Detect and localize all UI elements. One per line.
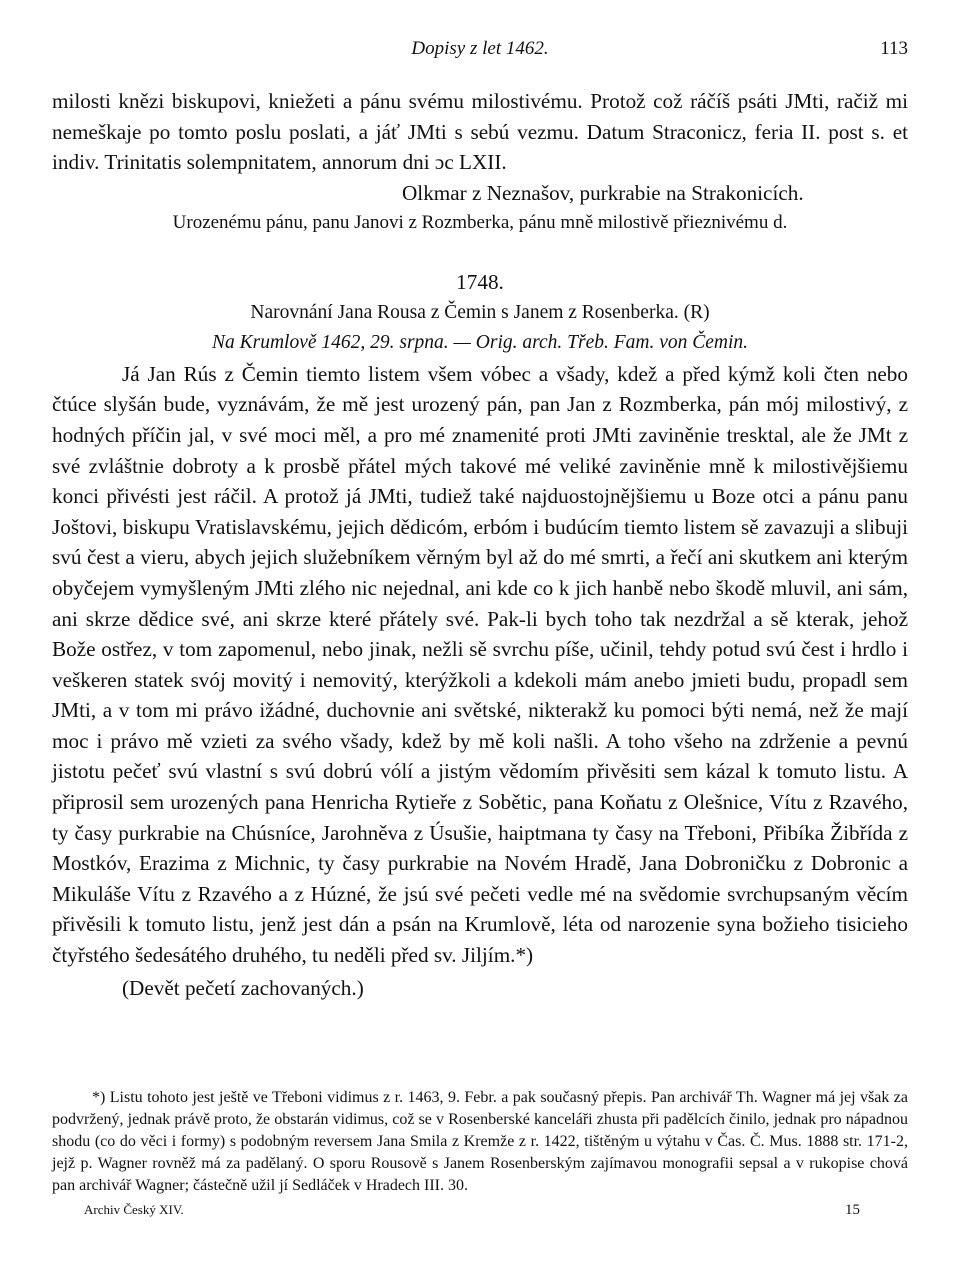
letter-signature: Olkmar z Neznašov, purkrabie na Strakonicích.: [402, 180, 804, 205]
signature-mark: 15: [845, 1202, 860, 1218]
letter-address: Urozenému pánu, panu Janovi z Rozmberka, pánu mně milostivě přieznivému d.: [172, 212, 788, 234]
document-meta: Na Krumlově 1462, 29. srpna. — Orig. arch. Třeb. Fam. von Čemin.: [211, 332, 749, 354]
running-title: Dopisy z let 1462.: [411, 38, 549, 59]
volume-label: Archiv Český XIV.: [84, 1202, 184, 1217]
page-body: [52, 86, 908, 1003]
previous-letter-end: milosti knězi biskupovi, kniežeti a pánu svému milostivému. Protož což ráčíš psáti JMti, račiž mi nemeškaje po tomto poslu poslati, a jáť JMti s sebú vezmu. Datum Straconicz, feria II. post s. et indiv. Trinitatis solempnitatem, annorum dni ɔc LXII.: [52, 89, 908, 175]
page-footer: [84, 1202, 860, 1218]
page-header: [52, 38, 908, 66]
document-text: Já Jan Rús z Čemin tiemto listem všem vóbec a všady, kdež a před kýmž koli čten nebo čtúce slyšán bude, vyznávám, že mě jest urozený pán, pan Jan z Rozmberka, pán mój milostivý, z hodných příčin jal, v své moci měl, a pro mé znamenité proti JMti zaviněnie tresktal, ale že JMt z své zvláštnie dobroty a k prosbě přátel mých takové mé veliké zaviněnie mně k milostivějšiemu konci přivésti jest ráčil. A protož já JMti, tudiež také najduostojnějšiemu u Boze otci a pánu panu Joštovi, biskupu Vratislavskému, jejich dědicóm, erbóm i budúcím tiemto listem sě zavazuji a slibuji svú čest a vieru, abych jejich služebníkem věrným byl až do mé smrti, a řečí ani skutkem ani kterým obyčejem vymyšleným JMti zlého nic nejednal, ani kde co k jich hanbě nebo škodě mluvil, ani sám, ani skrze dědice své, ani skrze které přátely své. Pak-li bych toho tak nezdržal a sě kterak, jehož Bože ostřez, v tom zapomenul, nebo jinak, nežli sě svrchu píše, učinil, tehdy potud svú čest i hrdlo i veškeren statek svój movitý i nemovitý, kterýžkoli a kdekoli mám anebo jmieti budu, propadl sem JMti, a v tom mi právo ižádné, duchovnie ani světské, nikterakž ku pomoci býti nemá, než že mají moc i právo mě vzieti za svého všady, kdež by mě koli našli. A toho všeho na zdrženie a pevnú jistotu pečeť svú vlastní s svú dobrú vólí a jistým vědomím přivěsiti sem kázal k tomuto listu. A připrosil sem urozených pana Henricha Rytieře z Sobětic, pana Koňatu z Olešnice, Vítu z Rzavého, ty časy purkrabie na Chúsníce, Jarohněva z Úsušie, haiptmana ty časy na Třeboni, Přibíka Žibřída z Mostkóv, Erazima z Michnic, ty časy purkrabie na Novém Hradě, Jana Dobroničku z Dobronic a Mikuláše Vítu z Rzavého a z Húzné, že jsú své pečeti vedle mé na svědomie svrchupsaným věcím přivěsili k tomuto listu, jenž jest dán a psán na Krumlově, léta od narozenie syna božieho tisicieho čtyřstého šedesátého druhého, tu neděli před sv. Jiljím.*): [52, 361, 908, 968]
document-title: Narovnání Jana Rousa z Čemin s Janem z Rosenberka. (R): [250, 301, 710, 323]
footnote: *) Listu tohoto jest ještě ve Třeboni vidimus z r. 1463, 9. Febr. a pak současný přepis. Pan archivář Th. Wagner má jej však za podvržený, jednak právě proto, že obstarán vidimus, což se v Rosenberské kanceláři zhusta při padělcích činilo, jednak pro nápadnou shodu (co do věci i formy) s podobným reversem Jana Smila z Kremže z r. 1422, tištěným u výtahu v Čas. Č. Mus. 1888 str. 171-2, jejž p. Wagner rovněž má za padělaný. O sporu Rousově s Janem Rosenberským zajímavou monografii sepsal a v rukopise chová pan archivář Wagner; částečně užil jí Sedláček v Hradech III. 30.: [52, 1089, 908, 1194]
page-number: 113: [880, 38, 908, 59]
seals-note: (Devět pečetí zachovaných.): [122, 975, 364, 1000]
document-number: 1748.: [456, 269, 504, 294]
